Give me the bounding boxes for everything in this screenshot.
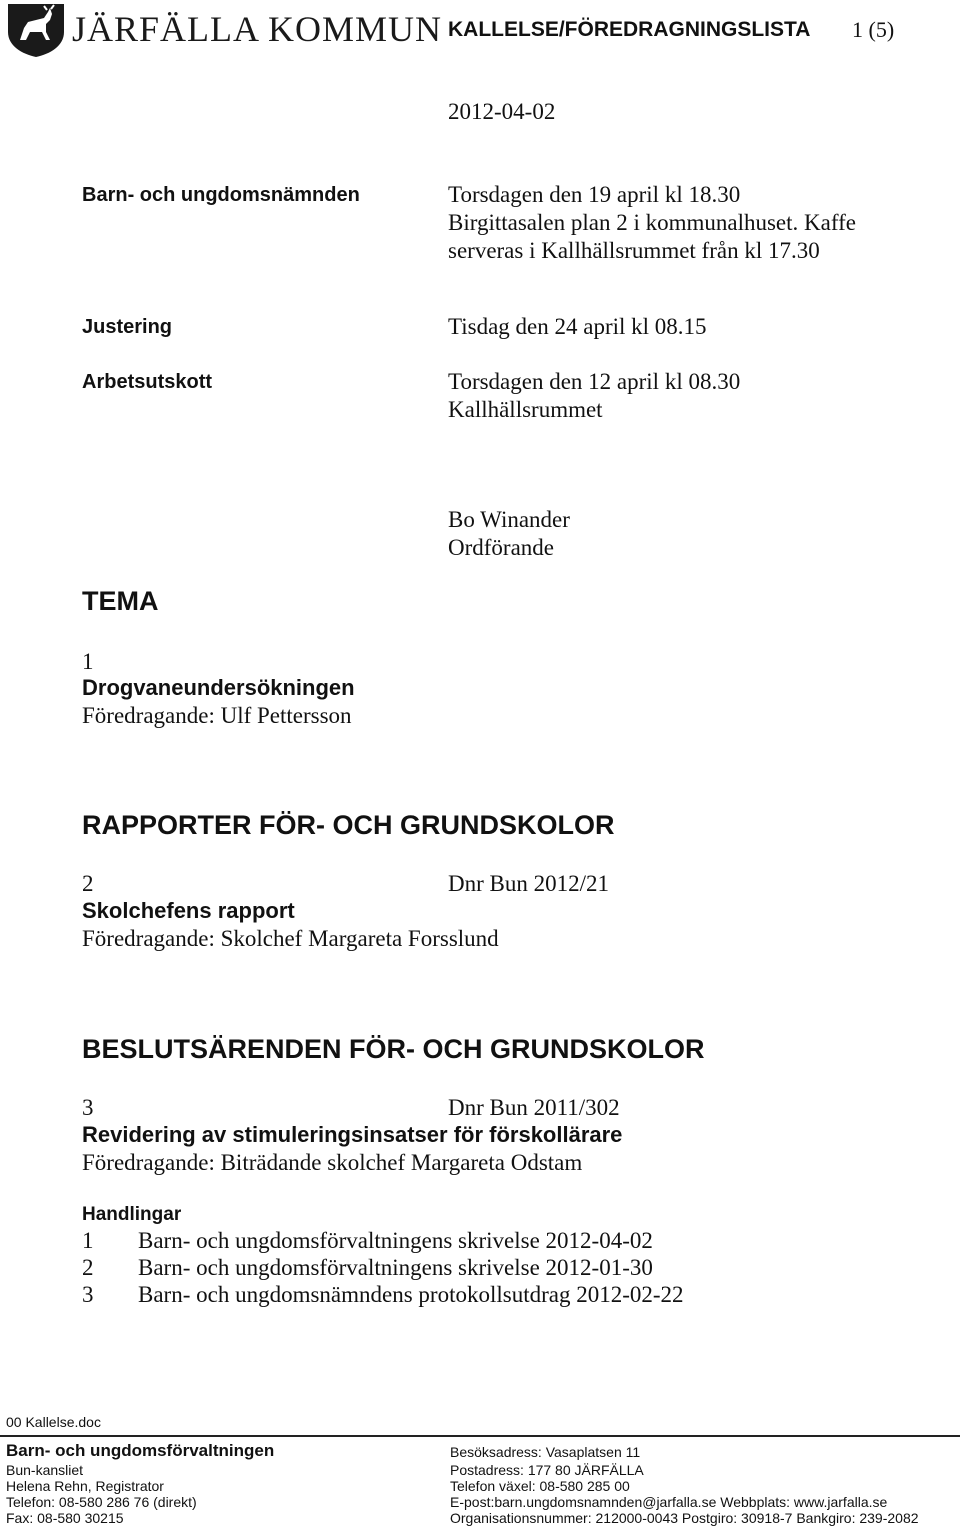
meeting-body-label: Barn- och ungdomsnämnden bbox=[82, 184, 360, 206]
arbetsutskott-line-1: Torsdagen den 12 april kl 08.30 bbox=[448, 369, 741, 394]
document-item: Barn- och ungdomsnämndens protokollsutdrag 2012-02-22 bbox=[138, 1282, 684, 1307]
item-title: Drogvaneundersökningen bbox=[82, 675, 355, 700]
document-number: 3 bbox=[82, 1282, 94, 1307]
footer-left-line-2: Helena Rehn, Registrator bbox=[6, 1478, 164, 1494]
coat-of-arms-icon bbox=[6, 2, 66, 58]
item-title: Revidering av stimuleringsinsatser för förskollärare bbox=[82, 1122, 623, 1147]
logo bbox=[6, 2, 66, 58]
meeting-body-line-3: serveras i Kallhällsrummet från kl 17.30 bbox=[448, 238, 820, 263]
documents-label: Handlingar bbox=[82, 1204, 182, 1225]
item-number: 1 bbox=[82, 649, 94, 674]
footer-filename: 00 Kallelse.doc bbox=[6, 1414, 101, 1430]
footer-left-line-1: Bun-kansliet bbox=[6, 1462, 84, 1478]
document-item: Barn- och ungdomsförvaltningens skrivelse 2012-01-30 bbox=[138, 1255, 653, 1280]
section-heading-tema: TEMA bbox=[82, 586, 159, 616]
footer-left-line-4: Fax: 08-580 30215 bbox=[6, 1510, 124, 1526]
document-item: Barn- och ungdomsförvaltningens skrivelse 2012-04-02 bbox=[138, 1228, 653, 1253]
meeting-body-line-1: Torsdagen den 19 april kl 18.30 bbox=[448, 182, 741, 207]
justering-value: Tisdag den 24 april kl 08.15 bbox=[448, 314, 707, 339]
item-title: Skolchefens rapport bbox=[82, 898, 295, 923]
footer-right-line-4: E-post:barn.ungdomsnamnden@jarfalla.se Webbplats: www.jarfalla.se bbox=[450, 1494, 888, 1510]
footer-right-line-3: Telefon växel: 08-580 285 00 bbox=[450, 1478, 630, 1494]
section-heading-rapporter: RAPPORTER FÖR- OCH GRUNDSKOLOR bbox=[82, 810, 615, 840]
municipality-name: JÄRFÄLLA KOMMUN bbox=[72, 9, 443, 49]
item-presenter: Föredragande: Biträdande skolchef Margareta Odstam bbox=[82, 1150, 583, 1175]
footer-right-line-5: Organisationsnummer: 212000-0043 Postgiro: 30918-7 Bankgiro: 239-2082 bbox=[450, 1510, 919, 1526]
footer-right-line-1: Besöksadress: Vasaplatsen 11 bbox=[450, 1444, 641, 1460]
meeting-body-line-2: Birgittasalen plan 2 i kommunalhuset. Kaffe bbox=[448, 210, 856, 235]
arbetsutskott-line-2: Kallhällsrummet bbox=[448, 397, 603, 422]
justering-label: Justering bbox=[82, 316, 173, 338]
footer-right-line-2: Postadress: 177 80 JÄRFÄLLA bbox=[450, 1462, 644, 1478]
document-number: 1 bbox=[82, 1228, 94, 1253]
item-presenter: Föredragande: Skolchef Margareta Forsslund bbox=[82, 926, 499, 951]
item-dnr: Dnr Bun 2011/302 bbox=[448, 1095, 620, 1120]
document-type: KALLELSE/FÖREDRAGNINGSLISTA bbox=[448, 18, 811, 41]
footer-left-line-3: Telefon: 08-580 286 76 (direkt) bbox=[6, 1494, 197, 1510]
footer-divider bbox=[0, 1435, 960, 1437]
arbetsutskott-label: Arbetsutskott bbox=[82, 371, 213, 393]
footer-organization: Barn- och ungdomsförvaltningen bbox=[6, 1441, 275, 1460]
item-dnr: Dnr Bun 2012/21 bbox=[448, 871, 609, 896]
item-number: 3 bbox=[82, 1095, 94, 1120]
document-date: 2012-04-02 bbox=[448, 99, 556, 124]
item-number: 2 bbox=[82, 871, 94, 896]
item-presenter: Föredragande: Ulf Pettersson bbox=[82, 703, 352, 728]
chair-title: Ordförande bbox=[448, 535, 555, 560]
chair-name: Bo Winander bbox=[448, 507, 570, 532]
page-number: 1 (5) bbox=[852, 17, 895, 42]
section-heading-beslut: BESLUTSÄRENDEN FÖR- OCH GRUNDSKOLOR bbox=[82, 1034, 705, 1064]
document-number: 2 bbox=[82, 1255, 94, 1280]
